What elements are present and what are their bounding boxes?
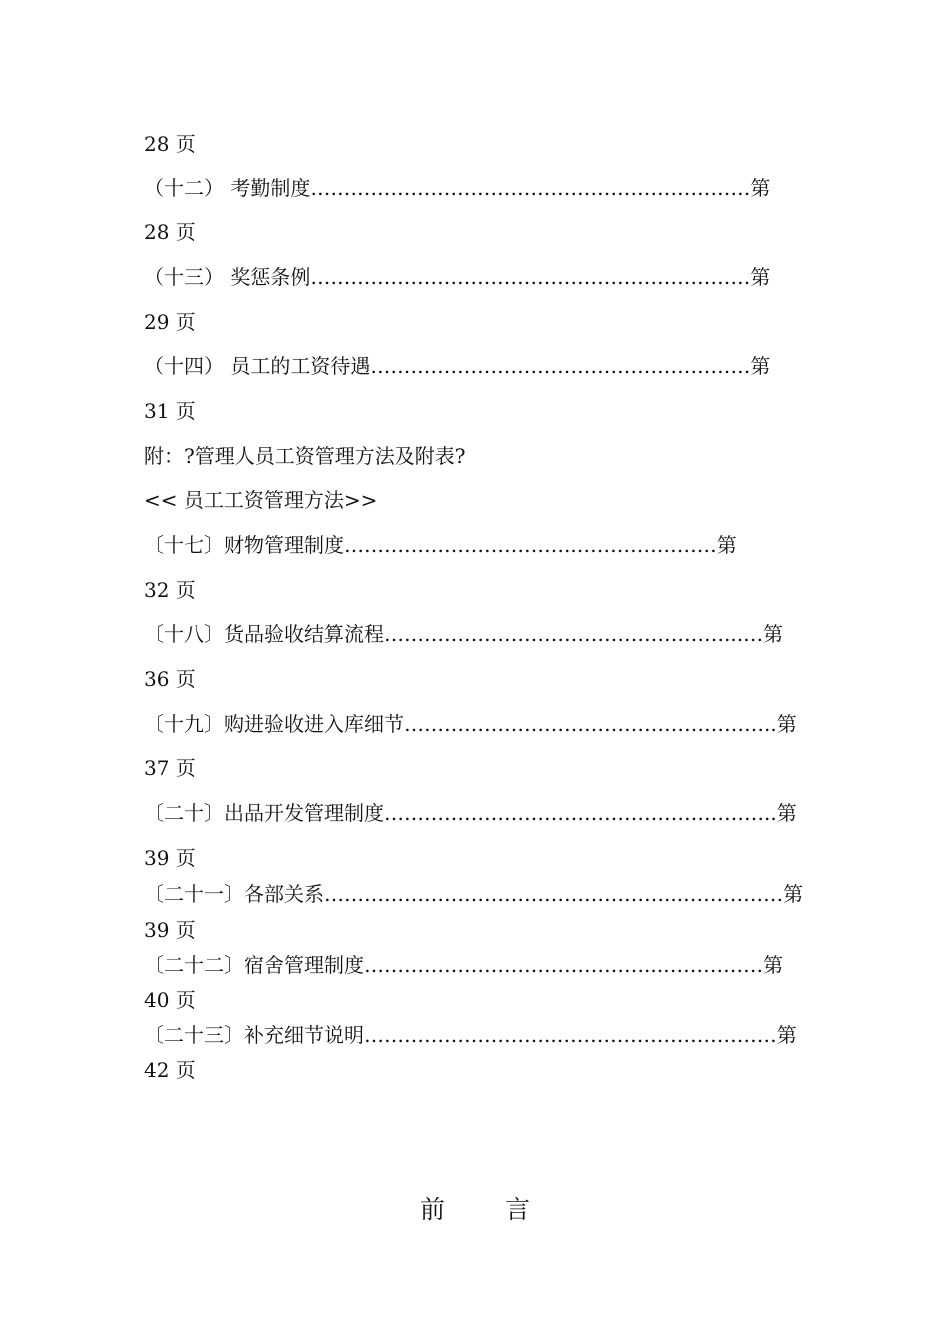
toc-entry: （十四） 员工的工资待遇…………………………………………………第 xyxy=(144,354,771,378)
toc-page-number: 40 页 xyxy=(144,988,196,1012)
toc-appendix-note: 附：?管理人员工资管理方法及附表? xyxy=(144,444,466,468)
toc-entry: 〔二十〕出品开发管理制度…………………………………………………..第 xyxy=(144,801,797,825)
toc-page-number: 29 页 xyxy=(144,310,196,334)
preface-heading xyxy=(0,1192,950,1228)
toc-entry: 〔十七〕财物管理制度……………………………..…………………第 xyxy=(144,533,737,557)
toc-entry: 〔二十三〕补充细节说明………………………..……………………………第 xyxy=(144,1023,797,1047)
toc-page-number: 36 页 xyxy=(144,667,196,691)
toc-page-number: 39 页 xyxy=(144,918,196,942)
toc-page-number: 28 页 xyxy=(144,132,196,156)
toc-page-number: 37 页 xyxy=(144,756,196,780)
toc-entry: （十二） 考勤制度…………………………………………………………第 xyxy=(144,176,771,200)
toc-entry: 〔十九〕购进验收进入库细节………………………………………………..第 xyxy=(144,712,797,736)
toc-page-number: 32 页 xyxy=(144,578,196,602)
toc-appendix-title: << 员工工资管理方法>> xyxy=(144,488,378,512)
toc-page-number: 39 页 xyxy=(144,846,196,870)
preface-heading-char: 言 xyxy=(505,1195,531,1224)
toc-entry: 〔十八〕货品验收结算流程……………………………………………...…第 xyxy=(144,622,784,646)
toc-page-number: 42 页 xyxy=(144,1058,196,1082)
toc-entry: （十三） 奖惩条例…………………………………………………………第 xyxy=(144,265,771,289)
preface-heading-char: 前 xyxy=(419,1195,445,1224)
toc-page-number: 28 页 xyxy=(144,220,196,244)
toc-page-number: 31 页 xyxy=(144,399,196,423)
toc-entry: 〔二十二〕宿舍管理制度……………………………………...……………第 xyxy=(144,953,784,977)
toc-entry: 〔二十一〕各部关系……………………………………………...……………第 xyxy=(144,882,804,906)
